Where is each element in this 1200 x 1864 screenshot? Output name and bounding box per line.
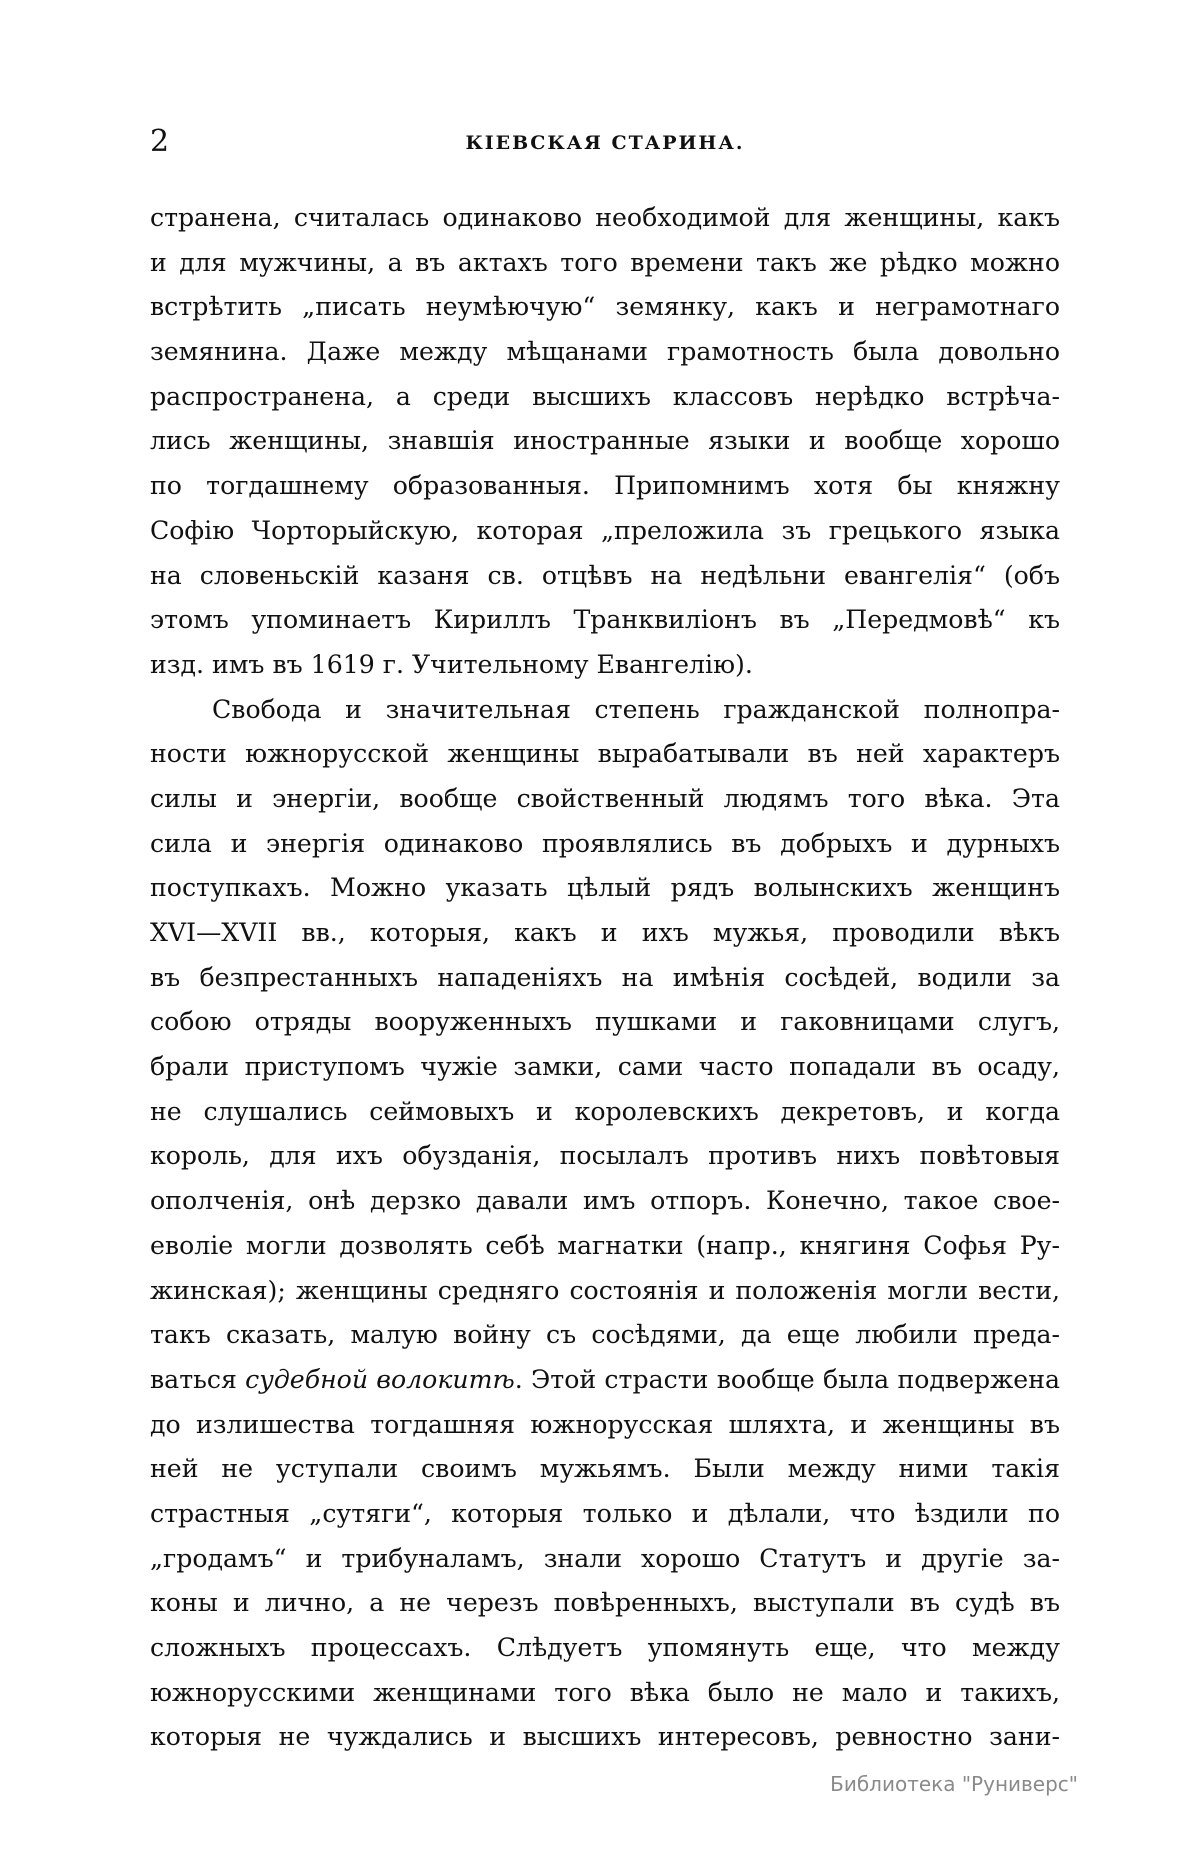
text-line: на словеньскій казаня св. отцѣвъ на недѣльни евангелія“ (объ: [150, 560, 1060, 590]
running-head: [150, 122, 1060, 162]
text-line: и для мужчины, а въ актахъ того времени такъ же рѣдко можно: [150, 247, 1060, 277]
text-line: странена, считалась одинаково необходимой для женщины, какъ: [150, 203, 1060, 232]
text-line: этомъ упоминаетъ Кириллъ Транквиліонъ въ „Передмовѣ“ къ: [150, 605, 1060, 635]
text-line: такъ сказать, малую войну съ сосѣдями, да еще любили преда-: [150, 1320, 1060, 1350]
text-line: брали приступомъ чужіе замки, сами часто попадали въ осаду,: [150, 1052, 1060, 1082]
text-line: въ безпрестанныхъ нападеніяхъ на имѣнія сосѣдей, водили за: [150, 962, 1060, 992]
text-line: „гродамъ“ и трибуналамъ, знали хорошо Статутъ и другіе за-: [150, 1543, 1060, 1573]
text-line: распространена, а среди высшихъ классовъ нерѣдко встрѣча-: [150, 381, 1060, 411]
text-line: по тогдашнему образованныя. Припомнимъ хотя бы княжну: [150, 471, 1060, 501]
text-line: не слушались сеймовыхъ и королевскихъ декретовъ, и когда: [150, 1096, 1060, 1126]
line-text-after: . Этой страсти вообще была подвержена: [514, 1364, 1060, 1394]
library-watermark: Библиотека "Руниверс": [830, 1772, 1078, 1796]
text-line: поступкахъ. Можно указать цѣлый рядъ волынскихъ женщинъ: [150, 873, 1060, 903]
page-number: 2: [150, 124, 170, 159]
text-line: сила и энергія одинаково проявлялись въ добрыхъ и дурныхъ: [150, 828, 1060, 858]
text-line: король, для ихъ обузданія, посылалъ противъ нихъ повѣтовыя: [150, 1141, 1060, 1171]
text-line: еволіе могли дозволять себѣ магнатки (напр., княгиня Софья Ру-: [150, 1230, 1060, 1260]
text-line: лись женщины, знавшія иностранные языки и вообще хорошо: [150, 426, 1060, 456]
text-line: XVI—XVII вв., которыя, какъ и ихъ мужья, проводили вѣкъ: [150, 918, 1060, 947]
text-line: жинская); женщины средняго состоянія и положенія могли вести,: [150, 1275, 1060, 1305]
italic-phrase: судебной волокитѣ: [245, 1364, 515, 1394]
text-line: страстныя „сутяги“, которыя только и дѣлали, что ѣздили по: [150, 1498, 1060, 1528]
text-line: сложныхъ процессахъ. Слѣдуетъ упомянуть еще, что между: [150, 1633, 1060, 1662]
paragraph-first-line: Свобода и значительная степень гражданской полнопра-: [212, 694, 1060, 724]
text-line: ней не уступали своимъ мужьямъ. Были между ними такія: [150, 1454, 1060, 1484]
text-line: Софію Чорторыйскую, которая „преложила зъ грецького языка: [150, 515, 1060, 545]
text-line: коны и лично, а не черезъ повѣренныхъ, выступали въ судѣ въ: [150, 1588, 1060, 1618]
text-line: встрѣтить „писать неумѣючую“ земянку, какъ и неграмотнаго: [150, 292, 1060, 322]
running-title: КІЕВСКАЯ СТАРИНА.: [465, 132, 745, 154]
text-line: земянина. Даже между мѣщанами грамотность была довольно: [150, 337, 1060, 367]
line-text-before: ваться: [150, 1364, 246, 1394]
text-line-with-italic: [150, 1358, 1060, 1403]
text-line: которыя не чуждались и высшихъ интересовъ, ревностно зани-: [150, 1722, 1060, 1752]
text-line: изд. имъ въ 1619 г. Учительному Евангелію).: [150, 649, 753, 679]
body-text: [150, 196, 1060, 1760]
text-line: до излишества тогдашняя южнорусская шляхта, и женщины въ: [150, 1409, 1060, 1439]
text-line: силы и энергіи, вообще свойственный людямъ того вѣка. Эта: [150, 783, 1060, 813]
text-line: ности южнорусской женщины вырабатывали въ ней характеръ: [150, 739, 1060, 769]
text-line: собою отряды вооруженныхъ пушками и гаковницами слугъ,: [150, 1007, 1060, 1037]
text-line: южнорусскими женщинами того вѣка было не мало и такихъ,: [150, 1677, 1060, 1707]
book-page: [150, 122, 1060, 1760]
text-line: ополченія, онѣ дерзко давали имъ отпоръ. Конечно, такое свое-: [150, 1186, 1060, 1216]
